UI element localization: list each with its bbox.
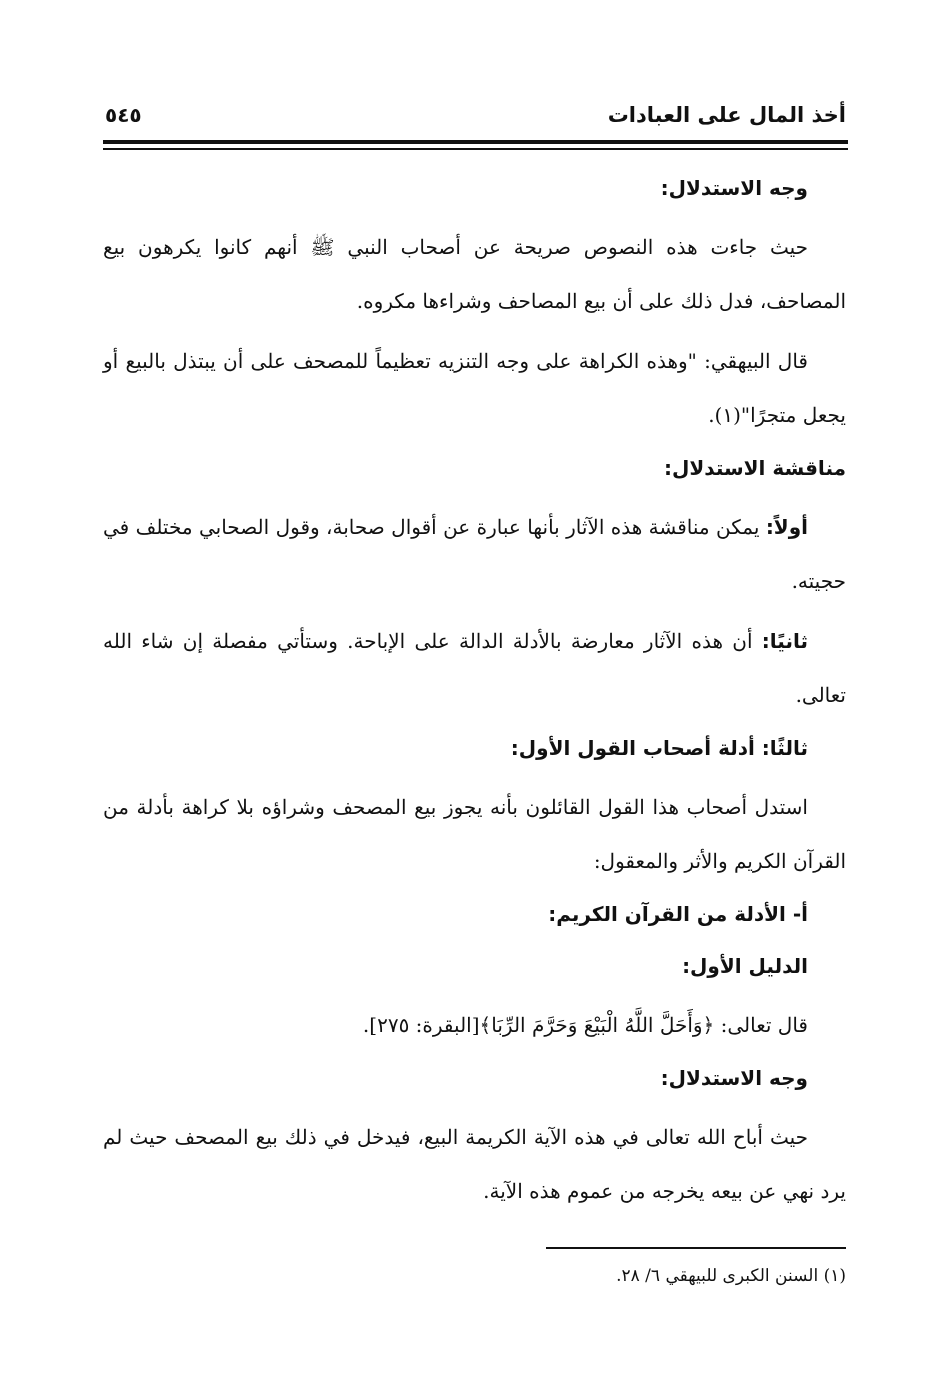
paragraph: قال البيهقي: "وهذه الكراهة على وجه التنزيه تعظيماً للمصحف على أن يبتذل بالبيع أو يجعل متجرًا"(١). [103,349,846,427]
paragraph-text: يمكن مناقشة هذه الآثار بأنها عبارة عن أقوال صحابة، وقول الصحابي مختلف في حجيته. [103,515,846,593]
paragraph: استدل أصحاب هذا القول القائلون بأنه يجوز بيع المصحف وشراؤه بلا كراهة بأدلة من القرآن الكريم والأثر والمعقول: [103,795,846,873]
paragraph [103,500,846,608]
running-title: أخذ المال على العبادات [607,103,846,127]
paragraph-lead: ثانيًا: [761,629,808,653]
paragraph-text: أن هذه الآثار معارضة بالأدلة الدالة على الإباحة. وستأتي مفصلة إن شاء الله تعالى. [103,629,846,707]
section-heading: وجه الاستدلال: [660,1066,808,1090]
running-header [105,98,846,132]
paragraph [103,614,846,722]
section-heading: ثالثًا: أدلة أصحاب القول الأول: [510,736,808,760]
verse-text: ﴿وَأَحَلَّ اللَّهُ الْبَيْعَ وَحَرَّمَ الرِّبَا﴾ [479,1013,715,1037]
footnote: (١) السنن الكبرى للبيهقي ٦/ ٢٨. [616,1266,846,1286]
verse-line [103,998,846,1052]
paragraph: حيث أباح الله تعالى في هذه الآية الكريمة البيع، فيدخل في ذلك بيع المصحف حيث لم يرد نهي عن بيعه يخرجه من عموم هذه الآية. [103,1125,846,1203]
section-heading: الدليل الأول: [682,954,808,978]
paragraph-lead: أولاً: [765,515,808,539]
footnote-rule [546,1247,846,1249]
header-rule-thick [103,140,848,144]
page-body [103,168,846,1224]
section-heading: وجه الاستدلال: [660,176,808,200]
page-number: ٥٤٥ [105,103,142,127]
verse-intro: قال تعالى: [714,1013,808,1037]
section-heading: أ- الأدلة من القرآن الكريم: [548,902,808,926]
section-heading: مناقشة الاستدلال: [664,456,846,480]
header-rule-thin [103,148,848,150]
verse-reference: [البقرة: ٢٧٥]. [362,1013,480,1037]
paragraph: حيث جاءت هذه النصوص صريحة عن أصحاب النبي ﷺ أنهم كانوا يكرهون بيع المصاحف، فدل ذلك على أن بيع المصاحف وشراءها مكروه. [103,235,846,313]
